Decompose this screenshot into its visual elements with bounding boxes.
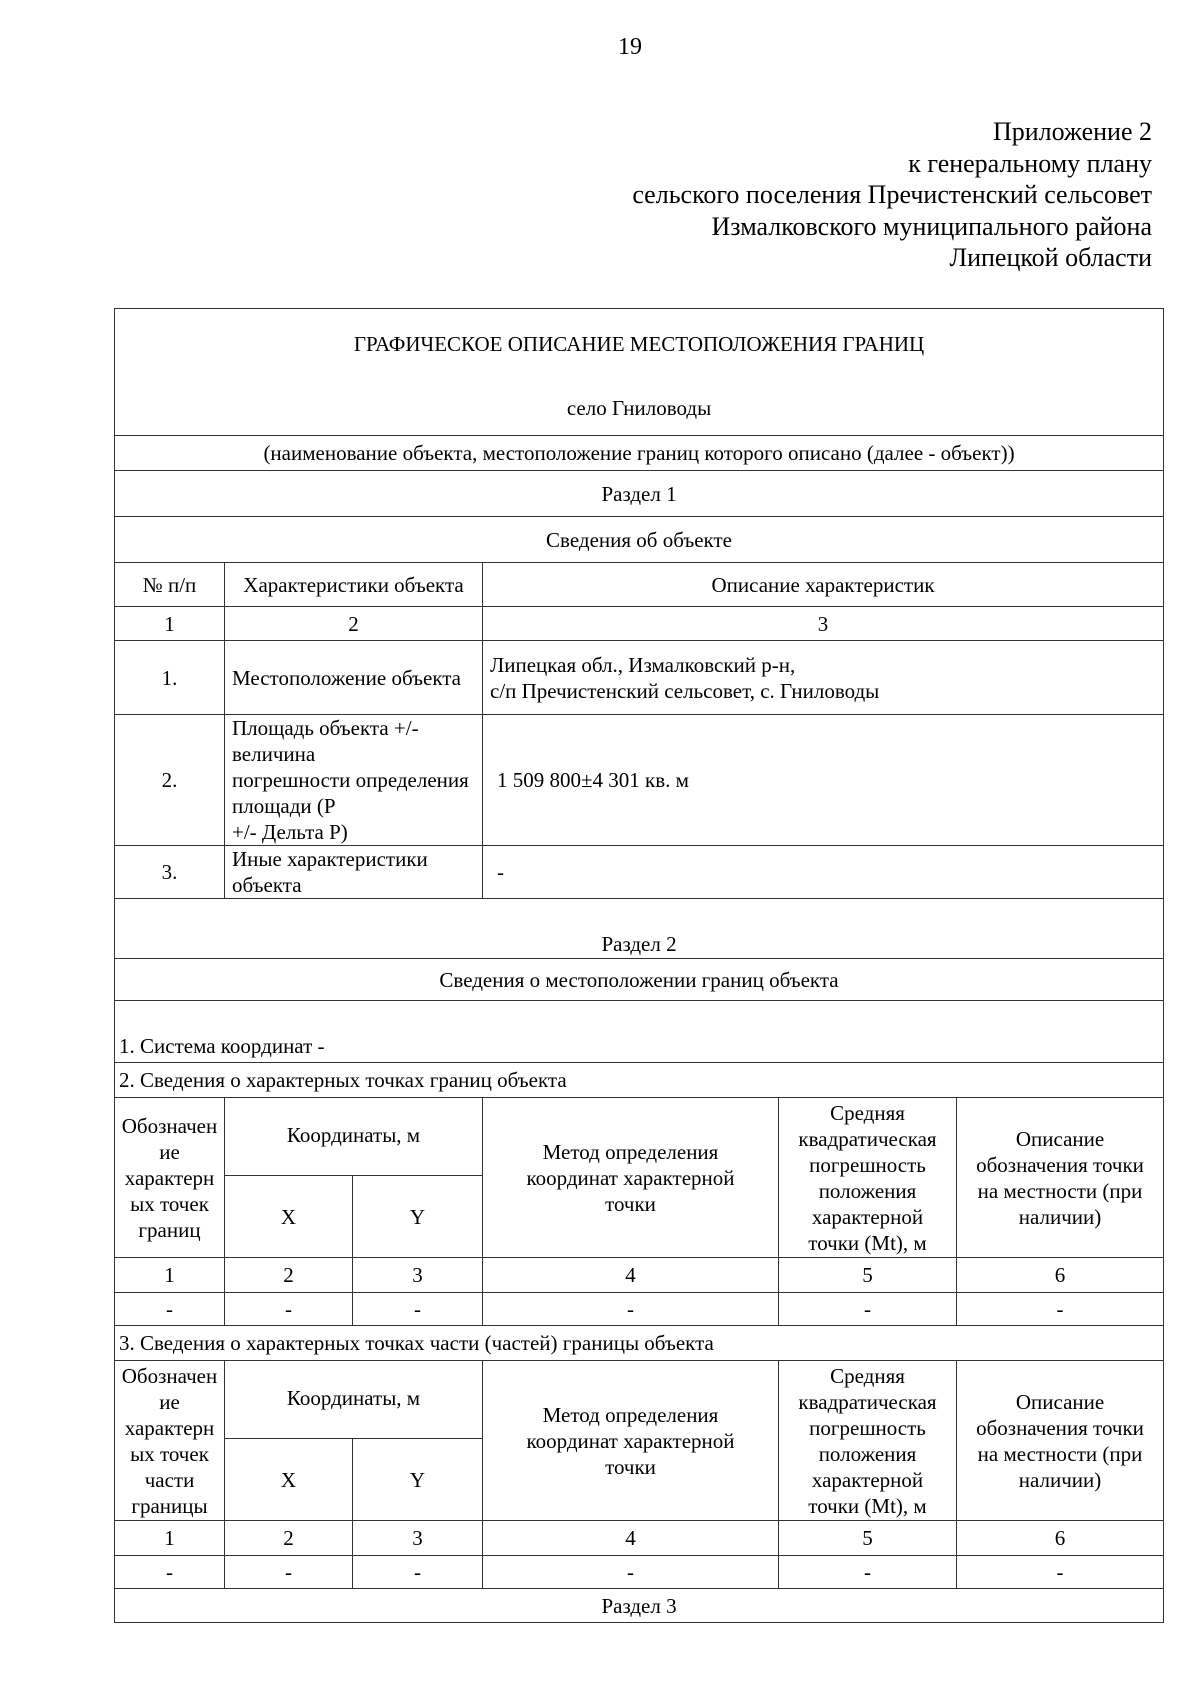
appendix-line: сельского поселения Пречистенский сельсовет <box>632 180 1152 209</box>
header-text: обозначения точки <box>976 1415 1144 1440</box>
header-text: точки (Mt), м <box>808 1230 927 1255</box>
object-name: село Гниловоды <box>566 396 712 420</box>
row-value-line: Липецкая обл., Измалковский р-н, <box>490 652 796 677</box>
header-text: Обозначен <box>121 1113 218 1138</box>
header-text: характерн <box>124 1165 215 1190</box>
cell-empty: - <box>483 1556 779 1589</box>
header-text: наличии) <box>1018 1467 1102 1492</box>
cell-empty: - <box>353 1556 483 1589</box>
header-text: Описание <box>1015 1389 1105 1414</box>
header-text: характерн <box>124 1415 215 1440</box>
appendix-header <box>632 116 1152 274</box>
appendix-line: Приложение 2 <box>992 117 1152 146</box>
header-characteristics: Характеристики объекта <box>225 563 483 607</box>
header-text: ие <box>159 1389 180 1414</box>
header-text: Метод определения <box>542 1402 719 1427</box>
header-coordinates: Координаты, м <box>225 1361 483 1439</box>
header-text: Средняя <box>830 1100 905 1125</box>
header-text: точки <box>605 1191 656 1216</box>
col-number: 1 <box>115 1521 225 1556</box>
coordinate-system: 1. Система координат - <box>115 1001 1164 1063</box>
parts-title: 3. Сведения о характерных точках части (частей) границы объекта <box>115 1326 1164 1361</box>
header-text: границы <box>131 1493 208 1518</box>
cell-empty: - <box>353 1293 483 1326</box>
table-row <box>115 715 1164 846</box>
page-number: 19 <box>618 34 642 60</box>
header-text: Описание <box>1015 1126 1105 1151</box>
cell-empty: - <box>483 1293 779 1326</box>
header-text: характерной <box>811 1467 924 1492</box>
cell-empty: - <box>225 1293 353 1326</box>
header-point-designation <box>115 1098 225 1258</box>
header-text: на местности (при <box>977 1441 1143 1466</box>
header-text: положения <box>818 1441 917 1466</box>
col-number: 5 <box>779 1521 957 1556</box>
row-name-line: +/- Дельта Р) <box>232 820 348 844</box>
header-text: ых точек <box>130 1441 209 1466</box>
header-x: X <box>225 1439 353 1521</box>
header-method <box>483 1098 779 1258</box>
header-error <box>779 1361 957 1521</box>
col-number: 2 <box>225 1521 353 1556</box>
header-text: характерной <box>811 1204 924 1229</box>
header-text: погрешность <box>809 1415 926 1440</box>
appendix-line: Липецкой области <box>949 243 1152 272</box>
header-number: № п/п <box>115 563 225 607</box>
cell-empty: - <box>115 1293 225 1326</box>
header-text: квадратическая <box>798 1126 937 1151</box>
col-number: 6 <box>957 1521 1164 1556</box>
header-text: Средняя <box>830 1363 905 1388</box>
header-text: координат характерной <box>526 1428 735 1453</box>
col-number: 4 <box>483 1521 779 1556</box>
row-number: 2. <box>115 715 225 846</box>
header-method <box>483 1361 779 1521</box>
row-value <box>483 641 1164 715</box>
col-number: 1 <box>115 607 225 641</box>
row-number: 1. <box>115 641 225 715</box>
header-text: точки <box>605 1454 656 1479</box>
section1-subheading: Сведения об объекте <box>115 517 1164 563</box>
boundary-description-form <box>114 308 1164 1623</box>
header-text: ие <box>159 1139 180 1164</box>
header-text: Обозначен <box>121 1363 218 1388</box>
table-row <box>115 641 1164 715</box>
col-number: 3 <box>483 607 1164 641</box>
object-caption: (наименование объекта, местоположение границ которого описано (далее - объект)) <box>115 436 1164 471</box>
appendix-line: к генеральному плану <box>908 148 1152 178</box>
col-number: 3 <box>353 1521 483 1556</box>
form-title: ГРАФИЧЕСКОЕ ОПИСАНИЕ МЕСТОПОЛОЖЕНИЯ ГРАНИЦ <box>353 332 925 356</box>
col-number: 3 <box>353 1258 483 1293</box>
section3-heading: Раздел 3 <box>115 1589 1164 1623</box>
header-part-point-designation <box>115 1361 225 1521</box>
row-name-line: погрешности определения площади (Р <box>232 768 469 818</box>
header-text: квадратическая <box>798 1389 937 1414</box>
header-text: обозначения точки <box>976 1152 1144 1177</box>
header-point-description <box>957 1098 1164 1258</box>
points-title: 2. Сведения о характерных точках границ объекта <box>115 1063 1164 1098</box>
cell-empty: - <box>779 1556 957 1589</box>
row-name: Местоположение объекта <box>225 641 483 715</box>
col-number: 2 <box>225 607 483 641</box>
header-y: Y <box>353 1176 483 1258</box>
appendix-line: Измалковского муниципального района <box>711 211 1152 241</box>
cell-empty: - <box>957 1293 1164 1326</box>
cell-empty: - <box>115 1556 225 1589</box>
header-text: Метод определения <box>542 1139 719 1164</box>
header-text: координат характерной <box>526 1165 735 1190</box>
col-number: 2 <box>225 1258 353 1293</box>
row-number: 3. <box>115 846 225 899</box>
form-title-cell <box>115 309 1164 436</box>
row-name <box>225 715 483 846</box>
table-row <box>115 1293 1164 1326</box>
row-name-line: Площадь объекта +/- величина <box>232 716 419 766</box>
col-number: 4 <box>483 1258 779 1293</box>
header-text: погрешность <box>809 1152 926 1177</box>
section2-heading: Раздел 2 <box>115 899 1164 959</box>
header-description: Описание характеристик <box>483 563 1164 607</box>
row-name: Иные характеристики объекта <box>225 846 483 899</box>
header-text: точки (Mt), м <box>808 1493 927 1518</box>
header-point-description <box>957 1361 1164 1521</box>
row-value: - <box>483 846 1164 899</box>
col-number: 5 <box>779 1258 957 1293</box>
header-text: наличии) <box>1018 1204 1102 1229</box>
section2-subheading: Сведения о местоположении границ объекта <box>115 959 1164 1001</box>
header-error <box>779 1098 957 1258</box>
header-text: границ <box>138 1217 201 1242</box>
cell-empty: - <box>779 1293 957 1326</box>
header-text: ых точек <box>130 1191 209 1216</box>
row-value-line: с/п Пречистенский сельсовет, с. Гниловоды <box>490 678 880 703</box>
table-row <box>115 1556 1164 1589</box>
header-y: Y <box>353 1439 483 1521</box>
header-coordinates: Координаты, м <box>225 1098 483 1176</box>
header-text: части <box>144 1467 195 1492</box>
header-text: положения <box>818 1178 917 1203</box>
header-x: X <box>225 1176 353 1258</box>
row-value: 1 509 800±4 301 кв. м <box>483 715 1164 846</box>
table-row <box>115 846 1164 899</box>
cell-empty: - <box>957 1556 1164 1589</box>
header-text: на местности (при <box>977 1178 1143 1203</box>
col-number: 1 <box>115 1258 225 1293</box>
col-number: 6 <box>957 1258 1164 1293</box>
section1-heading: Раздел 1 <box>115 471 1164 517</box>
cell-empty: - <box>225 1556 353 1589</box>
